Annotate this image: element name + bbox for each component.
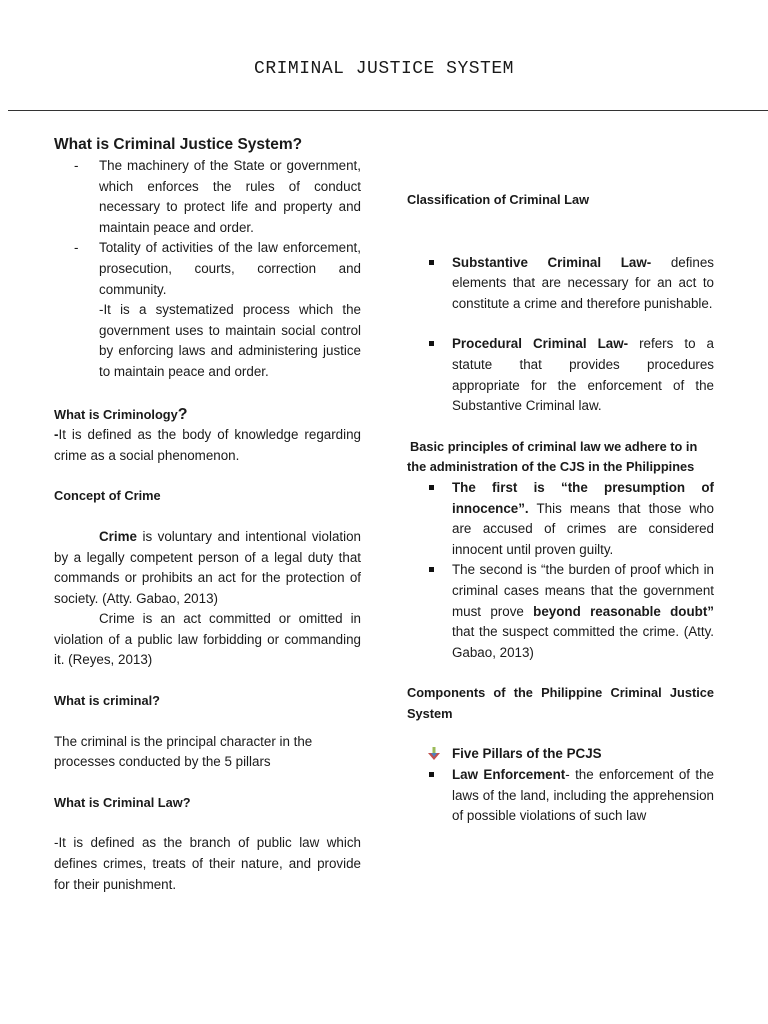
title-divider: [8, 110, 768, 111]
criminal-definition: The criminal is the principal character in the processes conducted by the 5 pillars: [54, 733, 313, 770]
criminology-definition: [54, 425, 361, 466]
dash-bullet-icon: -: [74, 240, 79, 256]
left-column: [54, 134, 361, 895]
criminology-text: It is defined as the body of knowledge regarding crime as a social phenomenon.: [54, 427, 361, 463]
crime-definition-1: [54, 527, 361, 609]
list-item-text: The machinery of the State or government, which enforces the rules of conduct necessary to protect life and property and maintain peace and order.: [99, 158, 361, 235]
list-item-text: Totality of activities of the law enforcement, prosecution, courts, correction and community.: [99, 240, 361, 297]
substantive-text: defines elements that are necessary for an act to constitute a crime and therefore punishable.: [452, 254, 714, 311]
list-item: [407, 478, 714, 560]
principle-2-text-a: The second is “the burden of proof which in criminal cases means that the government must prove: [452, 562, 714, 619]
dash-bullet-icon: -: [74, 158, 79, 173]
heading-what-is-cjs: What is Criminal Justice System?: [54, 136, 303, 153]
heading-basic-principles: Basic principles of criminal law we adhere to in the administration of the CJS in the Philippines: [407, 438, 698, 475]
heading-components: Components of the Philippine Criminal Justice System: [407, 685, 714, 721]
principle-2-bold: beyond reasonable doubt”: [533, 603, 714, 619]
procedural-term: Procedural Criminal Law-: [452, 336, 629, 352]
list-item: [54, 238, 361, 300]
law-enforcement-text: - the enforcement of the laws of the land, including the apprehension of possible violations of such law: [452, 767, 714, 824]
square-bullet-icon: [429, 485, 434, 490]
heading-what-is-criminology: [54, 405, 361, 426]
heading-what-is-criminal: What is criminal?: [54, 693, 160, 709]
list-item: [407, 765, 714, 827]
classification-list: [407, 253, 714, 417]
question-mark: ?: [177, 405, 188, 423]
heading-concept-of-crime: Concept of Crime: [54, 488, 161, 504]
square-bullet-icon: [429, 772, 434, 777]
principles-list: [407, 478, 714, 663]
principle-1-text: This means that those who are accused of crimes are considered innocent until proven guilty.: [452, 500, 714, 557]
right-column: [407, 190, 714, 827]
square-bullet-icon: [429, 567, 434, 572]
heading-what-is-criminal-law: What is Criminal Law?: [54, 794, 191, 810]
heading-classification: Classification of Criminal Law: [407, 192, 590, 207]
dash-mark: -: [54, 427, 59, 443]
square-bullet-icon: [429, 260, 434, 265]
procedural-text: refers to a statute that provides procedures appropriate for the enforcement of the Substantive Criminal law.: [452, 336, 714, 414]
crime-def-text: is voluntary and intentional violation by a legally competent person of a legal duty that commands or prohibits an act for the protection of society. (Atty. Gabao, 2013): [54, 528, 361, 606]
principle-1-bold: The first is “the presumption of innocence”.: [452, 479, 714, 516]
list-item: [407, 334, 714, 416]
crime-definition-2: Crime is an act committed or omitted in violation of a public law forbidding or commanding it. (Reyes, 2013): [54, 611, 361, 668]
list-item: [407, 253, 714, 315]
list-item: [54, 156, 361, 238]
document-title: CRIMINAL JUSTICE SYSTEM: [254, 59, 514, 79]
pillars-heading: Five Pillars of the PCJS: [452, 746, 602, 762]
list-item: [407, 560, 714, 663]
law-enforcement-term: Law Enforcement: [452, 767, 566, 783]
square-bullet-icon: [429, 341, 434, 346]
principle-2-text-b: that the suspect committed the crime. (Atty. Gabao, 2013): [452, 624, 714, 660]
pillars-list: [407, 744, 714, 826]
cjs-definition-list: [54, 156, 361, 300]
substantive-term: Substantive Criminal Law-: [452, 254, 652, 270]
list-item: [407, 744, 714, 765]
criminal-law-definition: -It is defined as the branch of public law which defines crimes, treats of their nature, and provide for their punishment.: [54, 835, 361, 892]
heading-text: What is Criminology: [54, 406, 178, 422]
crime-term: Crime: [99, 528, 137, 544]
cjs-extra-definition: -It is a systematized process which the government uses to maintain social control by enforcing laws and administering justice to maintain peace and order.: [99, 302, 361, 379]
